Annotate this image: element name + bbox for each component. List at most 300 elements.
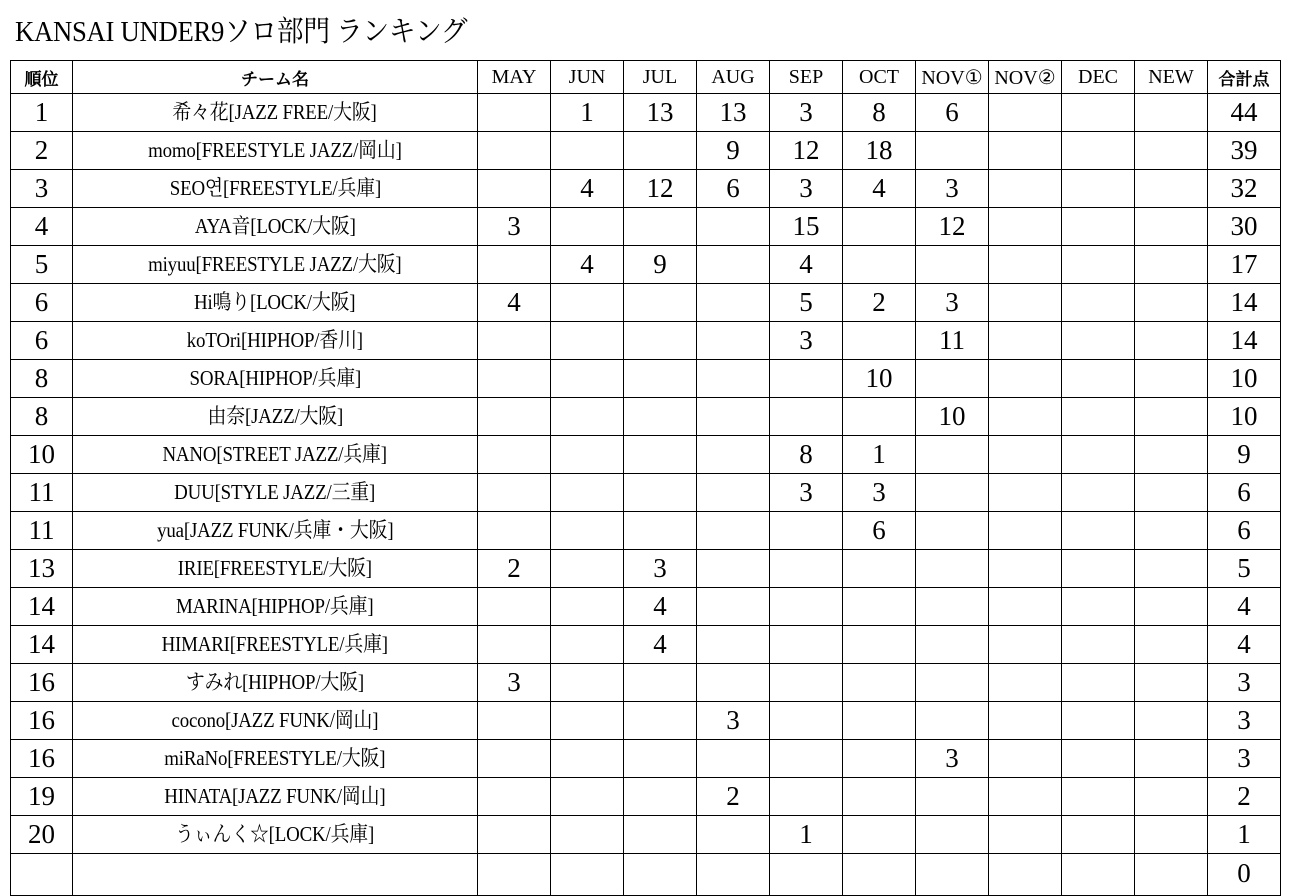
score-cell bbox=[697, 322, 770, 360]
team-name-cell bbox=[73, 588, 478, 626]
score-cell bbox=[770, 398, 843, 436]
team-name-cell bbox=[73, 436, 478, 474]
team-name-cell bbox=[73, 208, 478, 246]
score-cell bbox=[1062, 436, 1135, 474]
score-cell: 4 bbox=[770, 246, 843, 284]
score-cell bbox=[697, 474, 770, 512]
score-cell bbox=[478, 854, 551, 896]
score-cell bbox=[624, 664, 697, 702]
team-name: うぃんく☆[LOCK/兵庫] bbox=[175, 822, 375, 846]
score-cell bbox=[1135, 664, 1208, 702]
table-row bbox=[11, 778, 1281, 816]
score-cell bbox=[624, 512, 697, 550]
table-row bbox=[11, 588, 1281, 626]
rank-cell: 10 bbox=[11, 436, 73, 474]
score-cell: 3 bbox=[624, 550, 697, 588]
score-cell bbox=[770, 550, 843, 588]
score-cell bbox=[989, 474, 1062, 512]
score-cell: 13 bbox=[697, 94, 770, 132]
total-cell: 39 bbox=[1208, 132, 1281, 170]
score-cell bbox=[1135, 626, 1208, 664]
header-rank: 順位 bbox=[11, 61, 73, 94]
score-cell: 4 bbox=[551, 246, 624, 284]
score-cell: 1 bbox=[770, 816, 843, 854]
score-cell bbox=[916, 588, 989, 626]
score-cell bbox=[624, 360, 697, 398]
rank-cell: 11 bbox=[11, 474, 73, 512]
score-cell bbox=[843, 854, 916, 896]
score-cell bbox=[770, 664, 843, 702]
team-name-cell bbox=[73, 284, 478, 322]
rank-cell: 3 bbox=[11, 170, 73, 208]
score-cell bbox=[989, 816, 1062, 854]
score-cell: 12 bbox=[624, 170, 697, 208]
score-cell bbox=[1062, 816, 1135, 854]
rank-cell: 13 bbox=[11, 550, 73, 588]
score-cell bbox=[478, 322, 551, 360]
score-cell bbox=[624, 778, 697, 816]
rank-cell: 16 bbox=[11, 702, 73, 740]
team-name-cell bbox=[73, 550, 478, 588]
score-cell bbox=[843, 702, 916, 740]
total-cell: 6 bbox=[1208, 512, 1281, 550]
team-name: AYA音[LOCK/大阪] bbox=[194, 214, 356, 238]
team-name: IRIE[FREESTYLE/大阪] bbox=[177, 556, 373, 580]
score-cell bbox=[551, 436, 624, 474]
score-cell bbox=[1062, 550, 1135, 588]
table-row bbox=[11, 208, 1281, 246]
rank-cell: 6 bbox=[11, 322, 73, 360]
score-cell bbox=[770, 588, 843, 626]
score-cell: 6 bbox=[843, 512, 916, 550]
score-cell bbox=[1062, 854, 1135, 896]
score-cell bbox=[478, 246, 551, 284]
total-cell: 32 bbox=[1208, 170, 1281, 208]
rank-cell: 19 bbox=[11, 778, 73, 816]
score-cell bbox=[624, 208, 697, 246]
score-cell bbox=[551, 778, 624, 816]
score-cell: 8 bbox=[843, 94, 916, 132]
score-cell bbox=[697, 626, 770, 664]
team-name: SORA[HIPHOP/兵庫] bbox=[189, 366, 361, 390]
rank-cell: 8 bbox=[11, 360, 73, 398]
score-cell: 15 bbox=[770, 208, 843, 246]
total-cell: 3 bbox=[1208, 702, 1281, 740]
score-cell bbox=[697, 246, 770, 284]
score-cell bbox=[989, 208, 1062, 246]
score-cell: 3 bbox=[770, 94, 843, 132]
rank-cell: 11 bbox=[11, 512, 73, 550]
total-cell: 10 bbox=[1208, 398, 1281, 436]
score-cell bbox=[697, 436, 770, 474]
score-cell bbox=[1135, 474, 1208, 512]
score-cell bbox=[1062, 398, 1135, 436]
score-cell bbox=[989, 132, 1062, 170]
score-cell bbox=[551, 740, 624, 778]
team-name-cell bbox=[73, 664, 478, 702]
team-name: yua[JAZZ FUNK/兵庫・大阪] bbox=[156, 518, 394, 542]
score-cell bbox=[1135, 246, 1208, 284]
team-name-cell bbox=[73, 360, 478, 398]
table-row bbox=[11, 132, 1281, 170]
total-cell: 9 bbox=[1208, 436, 1281, 474]
score-cell bbox=[916, 778, 989, 816]
score-cell bbox=[770, 740, 843, 778]
score-cell: 3 bbox=[697, 702, 770, 740]
score-cell bbox=[989, 550, 1062, 588]
team-name-cell bbox=[73, 322, 478, 360]
score-cell bbox=[916, 512, 989, 550]
score-cell bbox=[916, 474, 989, 512]
rank-cell: 4 bbox=[11, 208, 73, 246]
score-cell bbox=[989, 170, 1062, 208]
team-name-cell bbox=[73, 626, 478, 664]
score-cell bbox=[1135, 702, 1208, 740]
score-cell bbox=[1062, 94, 1135, 132]
score-cell bbox=[989, 740, 1062, 778]
score-cell bbox=[697, 740, 770, 778]
score-cell bbox=[1135, 512, 1208, 550]
score-cell bbox=[1135, 360, 1208, 398]
total-cell: 3 bbox=[1208, 740, 1281, 778]
table-row bbox=[11, 626, 1281, 664]
header-team: チーム名 bbox=[73, 61, 478, 94]
score-cell: 6 bbox=[697, 170, 770, 208]
table-row bbox=[11, 284, 1281, 322]
score-cell bbox=[624, 436, 697, 474]
score-cell: 3 bbox=[916, 170, 989, 208]
header-month: SEP bbox=[770, 61, 843, 94]
score-cell bbox=[843, 246, 916, 284]
score-cell bbox=[989, 322, 1062, 360]
rank-cell: 14 bbox=[11, 626, 73, 664]
score-cell bbox=[1062, 626, 1135, 664]
score-cell bbox=[551, 664, 624, 702]
score-cell bbox=[551, 550, 624, 588]
score-cell bbox=[1135, 740, 1208, 778]
total-cell: 44 bbox=[1208, 94, 1281, 132]
rank-cell: 5 bbox=[11, 246, 73, 284]
score-cell bbox=[989, 664, 1062, 702]
rank-cell: 20 bbox=[11, 816, 73, 854]
score-cell: 18 bbox=[843, 132, 916, 170]
team-name: koTOri[HIPHOP/香川] bbox=[186, 328, 364, 352]
total-cell: 3 bbox=[1208, 664, 1281, 702]
team-name-cell bbox=[73, 170, 478, 208]
table-row bbox=[11, 360, 1281, 398]
total-cell: 5 bbox=[1208, 550, 1281, 588]
score-cell: 12 bbox=[916, 208, 989, 246]
score-cell bbox=[843, 740, 916, 778]
total-cell: 0 bbox=[1208, 854, 1281, 896]
rank-cell: 16 bbox=[11, 740, 73, 778]
score-cell bbox=[1135, 854, 1208, 896]
score-cell bbox=[770, 626, 843, 664]
team-name: MARINA[HIPHOP/兵庫] bbox=[176, 594, 374, 618]
score-cell bbox=[916, 702, 989, 740]
score-cell bbox=[697, 208, 770, 246]
score-cell bbox=[551, 512, 624, 550]
score-cell bbox=[989, 246, 1062, 284]
score-cell bbox=[843, 322, 916, 360]
score-cell bbox=[1062, 170, 1135, 208]
score-cell bbox=[478, 740, 551, 778]
score-cell: 10 bbox=[916, 398, 989, 436]
score-cell: 12 bbox=[770, 132, 843, 170]
score-cell bbox=[551, 360, 624, 398]
score-cell bbox=[624, 474, 697, 512]
score-cell bbox=[916, 436, 989, 474]
score-cell bbox=[551, 854, 624, 896]
team-name-cell bbox=[73, 702, 478, 740]
score-cell bbox=[624, 854, 697, 896]
score-cell bbox=[624, 132, 697, 170]
team-name: Hi鳴り[LOCK/大阪] bbox=[194, 290, 356, 314]
score-cell bbox=[989, 284, 1062, 322]
header-month: DEC bbox=[1062, 61, 1135, 94]
score-cell bbox=[1062, 778, 1135, 816]
table-row bbox=[11, 664, 1281, 702]
score-cell bbox=[478, 702, 551, 740]
score-cell bbox=[551, 398, 624, 436]
score-cell: 8 bbox=[770, 436, 843, 474]
total-cell: 4 bbox=[1208, 588, 1281, 626]
table-row bbox=[11, 170, 1281, 208]
score-cell bbox=[916, 132, 989, 170]
score-cell bbox=[551, 474, 624, 512]
score-cell bbox=[1062, 740, 1135, 778]
score-cell bbox=[989, 702, 1062, 740]
score-cell bbox=[916, 816, 989, 854]
score-cell bbox=[770, 512, 843, 550]
score-cell bbox=[697, 398, 770, 436]
score-cell: 4 bbox=[624, 588, 697, 626]
score-cell bbox=[1135, 170, 1208, 208]
score-cell bbox=[916, 664, 989, 702]
table-row bbox=[11, 854, 1281, 896]
score-cell: 2 bbox=[843, 284, 916, 322]
score-cell: 3 bbox=[770, 474, 843, 512]
score-cell bbox=[478, 778, 551, 816]
score-cell bbox=[1062, 284, 1135, 322]
score-cell bbox=[1135, 284, 1208, 322]
score-cell: 9 bbox=[697, 132, 770, 170]
score-cell bbox=[1062, 474, 1135, 512]
score-cell: 3 bbox=[478, 208, 551, 246]
team-name-cell bbox=[73, 132, 478, 170]
score-cell bbox=[1135, 322, 1208, 360]
team-name-cell bbox=[73, 778, 478, 816]
score-cell: 2 bbox=[697, 778, 770, 816]
team-name-cell bbox=[73, 816, 478, 854]
team-name: HINATA[JAZZ FUNK/岡山] bbox=[164, 784, 386, 808]
total-cell: 14 bbox=[1208, 284, 1281, 322]
score-cell bbox=[843, 588, 916, 626]
score-cell bbox=[624, 702, 697, 740]
team-name: 希々花[JAZZ FREE/大阪] bbox=[172, 100, 378, 124]
score-cell bbox=[770, 702, 843, 740]
score-cell bbox=[989, 588, 1062, 626]
score-cell bbox=[989, 398, 1062, 436]
team-name: momo[FREESTYLE JAZZ/岡山] bbox=[148, 138, 402, 162]
header-total: 合計点 bbox=[1208, 61, 1281, 94]
header-month: JUN bbox=[551, 61, 624, 94]
score-cell bbox=[843, 664, 916, 702]
score-cell bbox=[551, 132, 624, 170]
team-name: 由奈[JAZZ/大阪] bbox=[207, 404, 343, 428]
table-row bbox=[11, 474, 1281, 512]
header-month: NOV① bbox=[916, 61, 989, 94]
team-name-cell bbox=[73, 398, 478, 436]
score-cell bbox=[478, 588, 551, 626]
score-cell bbox=[1135, 208, 1208, 246]
table-row bbox=[11, 436, 1281, 474]
score-cell bbox=[697, 664, 770, 702]
score-cell bbox=[478, 436, 551, 474]
score-cell bbox=[1135, 778, 1208, 816]
score-cell bbox=[624, 322, 697, 360]
score-cell bbox=[551, 588, 624, 626]
score-cell: 1 bbox=[551, 94, 624, 132]
score-cell bbox=[697, 816, 770, 854]
score-cell bbox=[1062, 208, 1135, 246]
score-cell bbox=[916, 626, 989, 664]
rank-cell: 16 bbox=[11, 664, 73, 702]
score-cell bbox=[1135, 94, 1208, 132]
score-cell bbox=[1062, 702, 1135, 740]
score-cell bbox=[916, 246, 989, 284]
score-cell bbox=[478, 170, 551, 208]
score-cell bbox=[551, 322, 624, 360]
total-cell: 2 bbox=[1208, 778, 1281, 816]
score-cell bbox=[843, 778, 916, 816]
score-cell bbox=[697, 360, 770, 398]
table-row bbox=[11, 740, 1281, 778]
score-cell bbox=[1062, 664, 1135, 702]
team-name: HIMARI[FREESTYLE/兵庫] bbox=[161, 632, 389, 656]
header-month: MAY bbox=[478, 61, 551, 94]
score-cell bbox=[551, 208, 624, 246]
score-cell bbox=[916, 360, 989, 398]
score-cell bbox=[916, 550, 989, 588]
score-cell bbox=[770, 778, 843, 816]
header-month: NOV② bbox=[989, 61, 1062, 94]
team-name-cell bbox=[73, 854, 478, 896]
header-month: JUL bbox=[624, 61, 697, 94]
score-cell: 5 bbox=[770, 284, 843, 322]
score-cell: 3 bbox=[916, 284, 989, 322]
score-cell bbox=[1135, 550, 1208, 588]
score-cell bbox=[697, 512, 770, 550]
table-row bbox=[11, 322, 1281, 360]
score-cell bbox=[624, 740, 697, 778]
score-cell bbox=[1062, 132, 1135, 170]
table-row bbox=[11, 512, 1281, 550]
score-cell bbox=[697, 284, 770, 322]
score-cell bbox=[843, 208, 916, 246]
score-cell bbox=[989, 854, 1062, 896]
team-name-cell bbox=[73, 512, 478, 550]
team-name: miRaNo[FREESTYLE/大阪] bbox=[164, 746, 386, 770]
header-month: OCT bbox=[843, 61, 916, 94]
score-cell: 13 bbox=[624, 94, 697, 132]
header-month: NEW bbox=[1135, 61, 1208, 94]
score-cell: 3 bbox=[916, 740, 989, 778]
score-cell: 4 bbox=[551, 170, 624, 208]
score-cell bbox=[478, 474, 551, 512]
score-cell bbox=[989, 436, 1062, 474]
score-cell bbox=[1135, 436, 1208, 474]
score-cell bbox=[478, 132, 551, 170]
score-cell: 4 bbox=[843, 170, 916, 208]
score-cell bbox=[843, 626, 916, 664]
score-cell: 1 bbox=[843, 436, 916, 474]
score-cell bbox=[478, 398, 551, 436]
table-row bbox=[11, 702, 1281, 740]
score-cell bbox=[697, 550, 770, 588]
score-cell bbox=[843, 816, 916, 854]
team-name: cocono[JAZZ FUNK/岡山] bbox=[171, 708, 379, 732]
rank-cell: 8 bbox=[11, 398, 73, 436]
score-cell bbox=[1062, 246, 1135, 284]
score-cell: 4 bbox=[478, 284, 551, 322]
score-cell bbox=[1135, 816, 1208, 854]
score-cell bbox=[1135, 398, 1208, 436]
score-cell: 3 bbox=[770, 322, 843, 360]
total-cell: 30 bbox=[1208, 208, 1281, 246]
score-cell bbox=[1062, 360, 1135, 398]
ranking-table bbox=[10, 60, 1281, 896]
score-cell bbox=[478, 816, 551, 854]
score-cell bbox=[1062, 512, 1135, 550]
team-name-cell bbox=[73, 246, 478, 284]
score-cell bbox=[551, 284, 624, 322]
score-cell: 6 bbox=[916, 94, 989, 132]
team-name-cell bbox=[73, 474, 478, 512]
total-cell: 1 bbox=[1208, 816, 1281, 854]
score-cell bbox=[989, 512, 1062, 550]
score-cell bbox=[551, 816, 624, 854]
score-cell bbox=[916, 854, 989, 896]
score-cell bbox=[770, 360, 843, 398]
total-cell: 17 bbox=[1208, 246, 1281, 284]
table-row bbox=[11, 550, 1281, 588]
ranking-body bbox=[11, 94, 1281, 896]
score-cell bbox=[697, 854, 770, 896]
team-name: すみれ[HIPHOP/大阪] bbox=[185, 670, 365, 694]
team-name: miyuu[FREESTYLE JAZZ/大阪] bbox=[148, 252, 402, 276]
score-cell bbox=[843, 398, 916, 436]
score-cell bbox=[989, 778, 1062, 816]
header-row bbox=[11, 61, 1281, 94]
score-cell: 10 bbox=[843, 360, 916, 398]
score-cell: 11 bbox=[916, 322, 989, 360]
score-cell bbox=[624, 398, 697, 436]
score-cell: 3 bbox=[478, 664, 551, 702]
team-name: NANO[STREET JAZZ/兵庫] bbox=[162, 442, 388, 466]
score-cell bbox=[1062, 322, 1135, 360]
score-cell bbox=[624, 284, 697, 322]
team-name: SEO연[FREESTYLE/兵庫] bbox=[169, 176, 381, 200]
table-row bbox=[11, 246, 1281, 284]
score-cell bbox=[1135, 132, 1208, 170]
team-name: DUU[STYLE JAZZ/三重] bbox=[174, 480, 376, 504]
rank-cell: 2 bbox=[11, 132, 73, 170]
rank-cell bbox=[11, 854, 73, 896]
rank-cell: 6 bbox=[11, 284, 73, 322]
score-cell bbox=[478, 360, 551, 398]
table-row bbox=[11, 398, 1281, 436]
